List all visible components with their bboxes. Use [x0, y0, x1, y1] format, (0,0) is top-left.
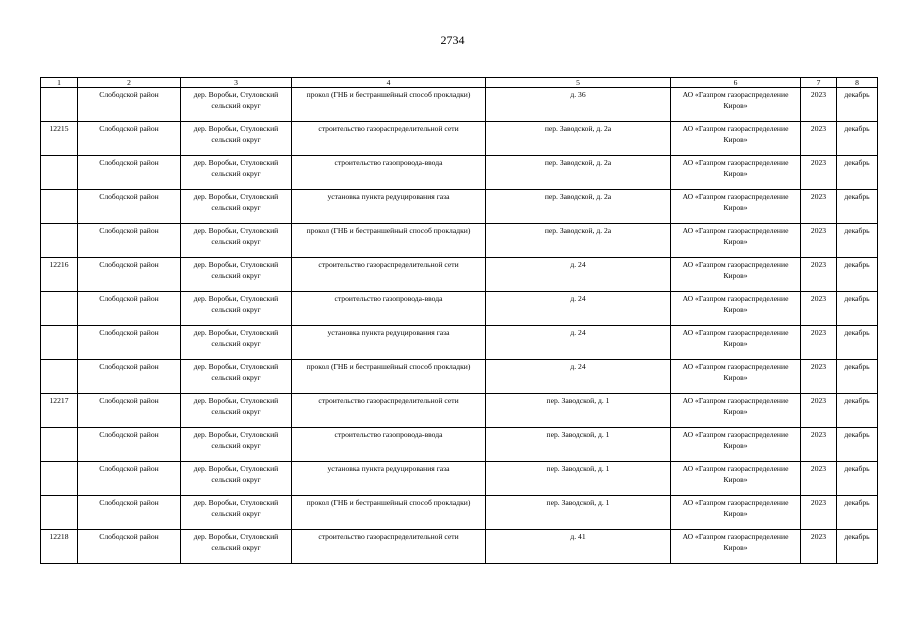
cell-work: строительство газораспределительной сети	[292, 530, 486, 564]
cell-locality: дер. Воробьи, Стуловский сельский округ	[181, 258, 292, 292]
cell-locality: дер. Воробьи, Стуловский сельский округ	[181, 360, 292, 394]
cell-locality: дер. Воробьи, Стуловский сельский округ	[181, 530, 292, 564]
cell-year: 2023	[801, 496, 837, 530]
cell-address: д. 24	[486, 292, 671, 326]
table-row	[41, 530, 878, 564]
column-header: 5	[486, 78, 671, 88]
cell-work: прокол (ГНБ и бестраншейный способ прокладки)	[292, 88, 486, 122]
cell-owner: АО «Газпром газораспределение Киров»	[671, 88, 801, 122]
registry-body	[41, 88, 878, 564]
cell-locality: дер. Воробьи, Стуловский сельский округ	[181, 224, 292, 258]
cell-district: Слободской район	[78, 462, 181, 496]
table-row	[41, 394, 878, 428]
cell-district: Слободской район	[78, 292, 181, 326]
cell-month: декабрь	[837, 462, 878, 496]
cell-id	[41, 224, 78, 258]
cell-locality: дер. Воробьи, Стуловский сельский округ	[181, 122, 292, 156]
cell-month: декабрь	[837, 292, 878, 326]
column-header: 7	[801, 78, 837, 88]
cell-address: пер. Заводской, д. 1	[486, 462, 671, 496]
cell-work: прокол (ГНБ и бестраншейный способ прокладки)	[292, 496, 486, 530]
cell-locality: дер. Воробьи, Стуловский сельский округ	[181, 462, 292, 496]
cell-district: Слободской район	[78, 224, 181, 258]
cell-locality: дер. Воробьи, Стуловский сельский округ	[181, 326, 292, 360]
cell-locality: дер. Воробьи, Стуловский сельский округ	[181, 428, 292, 462]
cell-address: пер. Заводской, д. 2а	[486, 122, 671, 156]
cell-district: Слободской район	[78, 530, 181, 564]
cell-owner: АО «Газпром газораспределение Киров»	[671, 496, 801, 530]
cell-work: прокол (ГНБ и бестраншейный способ прокладки)	[292, 360, 486, 394]
cell-month: декабрь	[837, 394, 878, 428]
cell-owner: АО «Газпром газораспределение Киров»	[671, 360, 801, 394]
cell-address: д. 41	[486, 530, 671, 564]
table-row	[41, 122, 878, 156]
table-row	[41, 156, 878, 190]
page-number: 2734	[440, 33, 465, 47]
table-row	[41, 88, 878, 122]
table-row	[41, 258, 878, 292]
cell-id: 12217	[41, 394, 78, 428]
column-header: 6	[671, 78, 801, 88]
cell-district: Слободской район	[78, 258, 181, 292]
cell-address: д. 24	[486, 326, 671, 360]
cell-locality: дер. Воробьи, Стуловский сельский округ	[181, 496, 292, 530]
cell-address: пер. Заводской, д. 2а	[486, 156, 671, 190]
cell-owner: АО «Газпром газораспределение Киров»	[671, 394, 801, 428]
cell-id: 12218	[41, 530, 78, 564]
table-row	[41, 360, 878, 394]
cell-work: строительство газопровода-ввода	[292, 292, 486, 326]
cell-district: Слободской район	[78, 88, 181, 122]
registry-table	[40, 77, 878, 564]
cell-owner: АО «Газпром газораспределение Киров»	[671, 224, 801, 258]
cell-owner: АО «Газпром газораспределение Киров»	[671, 122, 801, 156]
cell-month: декабрь	[837, 190, 878, 224]
table-row	[41, 462, 878, 496]
cell-year: 2023	[801, 258, 837, 292]
cell-id	[41, 360, 78, 394]
cell-year: 2023	[801, 156, 837, 190]
cell-id	[41, 88, 78, 122]
column-header: 8	[837, 78, 878, 88]
cell-month: декабрь	[837, 326, 878, 360]
cell-id	[41, 428, 78, 462]
cell-month: декабрь	[837, 360, 878, 394]
table-row	[41, 326, 878, 360]
cell-owner: АО «Газпром газораспределение Киров»	[671, 292, 801, 326]
cell-work: строительство газораспределительной сети	[292, 258, 486, 292]
cell-month: декабрь	[837, 428, 878, 462]
cell-id	[41, 156, 78, 190]
cell-id	[41, 190, 78, 224]
column-header: 2	[78, 78, 181, 88]
cell-id	[41, 462, 78, 496]
cell-address: д. 24	[486, 360, 671, 394]
cell-district: Слободской район	[78, 190, 181, 224]
cell-address: пер. Заводской, д. 2а	[486, 190, 671, 224]
cell-locality: дер. Воробьи, Стуловский сельский округ	[181, 190, 292, 224]
column-header: 4	[292, 78, 486, 88]
cell-year: 2023	[801, 224, 837, 258]
table-row	[41, 292, 878, 326]
cell-month: декабрь	[837, 224, 878, 258]
cell-year: 2023	[801, 88, 837, 122]
table-row	[41, 190, 878, 224]
cell-month: декабрь	[837, 88, 878, 122]
column-header: 3	[181, 78, 292, 88]
cell-month: декабрь	[837, 258, 878, 292]
cell-locality: дер. Воробьи, Стуловский сельский округ	[181, 292, 292, 326]
cell-owner: АО «Газпром газораспределение Киров»	[671, 428, 801, 462]
cell-id	[41, 292, 78, 326]
column-header: 1	[41, 78, 78, 88]
cell-year: 2023	[801, 292, 837, 326]
cell-address: д. 24	[486, 258, 671, 292]
cell-year: 2023	[801, 428, 837, 462]
cell-district: Слободской район	[78, 394, 181, 428]
cell-owner: АО «Газпром газораспределение Киров»	[671, 190, 801, 224]
cell-address: д. 36	[486, 88, 671, 122]
cell-district: Слободской район	[78, 360, 181, 394]
cell-address: пер. Заводской, д. 1	[486, 496, 671, 530]
cell-year: 2023	[801, 190, 837, 224]
cell-district: Слободской район	[78, 496, 181, 530]
cell-id: 12216	[41, 258, 78, 292]
cell-work: установка пункта редуцирования газа	[292, 190, 486, 224]
table-row	[41, 224, 878, 258]
cell-work: строительство газопровода-ввода	[292, 428, 486, 462]
cell-year: 2023	[801, 360, 837, 394]
cell-locality: дер. Воробьи, Стуловский сельский округ	[181, 156, 292, 190]
cell-owner: АО «Газпром газораспределение Киров»	[671, 326, 801, 360]
cell-owner: АО «Газпром газораспределение Киров»	[671, 530, 801, 564]
cell-id	[41, 496, 78, 530]
cell-district: Слободской район	[78, 326, 181, 360]
cell-work: прокол (ГНБ и бестраншейный способ прокладки)	[292, 224, 486, 258]
cell-id	[41, 326, 78, 360]
cell-district: Слободской район	[78, 428, 181, 462]
cell-owner: АО «Газпром газораспределение Киров»	[671, 258, 801, 292]
cell-address: пер. Заводской, д. 1	[486, 394, 671, 428]
cell-month: декабрь	[837, 156, 878, 190]
cell-year: 2023	[801, 462, 837, 496]
cell-district: Слободской район	[78, 156, 181, 190]
cell-year: 2023	[801, 394, 837, 428]
table-row	[41, 428, 878, 462]
cell-district: Слободской район	[78, 122, 181, 156]
cell-locality: дер. Воробьи, Стуловский сельский округ	[181, 394, 292, 428]
cell-work: строительство газопровода-ввода	[292, 156, 486, 190]
cell-address: пер. Заводской, д. 2а	[486, 224, 671, 258]
header-row	[41, 78, 878, 88]
cell-locality: дер. Воробьи, Стуловский сельский округ	[181, 88, 292, 122]
cell-address: пер. Заводской, д. 1	[486, 428, 671, 462]
cell-owner: АО «Газпром газораспределение Киров»	[671, 156, 801, 190]
cell-work: строительство газораспределительной сети	[292, 122, 486, 156]
cell-work: установка пункта редуцирования газа	[292, 462, 486, 496]
cell-year: 2023	[801, 326, 837, 360]
table-row	[41, 496, 878, 530]
cell-month: декабрь	[837, 530, 878, 564]
cell-month: декабрь	[837, 496, 878, 530]
cell-year: 2023	[801, 122, 837, 156]
cell-year: 2023	[801, 530, 837, 564]
cell-work: установка пункта редуцирования газа	[292, 326, 486, 360]
cell-id: 12215	[41, 122, 78, 156]
cell-work: строительство газораспределительной сети	[292, 394, 486, 428]
cell-month: декабрь	[837, 122, 878, 156]
cell-owner: АО «Газпром газораспределение Киров»	[671, 462, 801, 496]
